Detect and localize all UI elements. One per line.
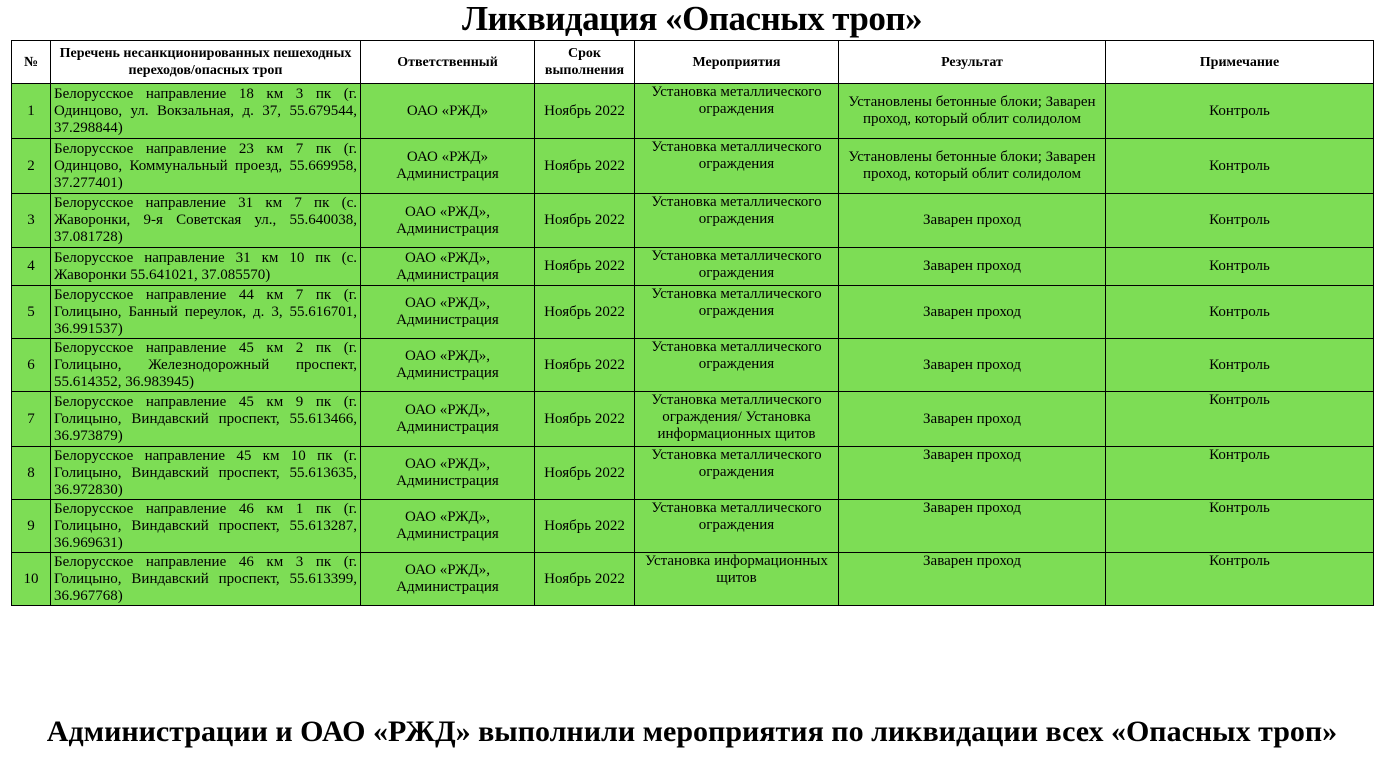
table-row [12, 339, 1374, 392]
row-location: Белорусское направление 31 км 10 пк (с. Жаворонки 55.641021, 37.085570) [51, 248, 361, 286]
row-location: Белорусское направление 45 км 10 пк (г. Голицыно, Виндавский проспект, 55.613635, 36.972830) [51, 447, 361, 500]
row-deadline: Ноябрь 2022 [535, 139, 635, 194]
row-responsible: ОАО «РЖД», Администрация [361, 447, 535, 500]
row-deadline: Ноябрь 2022 [535, 500, 635, 553]
row-note: Контроль [1106, 194, 1374, 248]
row-measures: Установка металлического ограждения/ Установка информационных щитов [635, 392, 839, 447]
row-note: Контроль [1106, 553, 1374, 606]
row-responsible: ОАО «РЖД», Администрация [361, 553, 535, 606]
row-result: Установлены бетонные блоки; Заварен проход, который облит солидолом [839, 84, 1106, 139]
row-note: Контроль [1106, 84, 1374, 139]
row-result: Установлены бетонные блоки; Заварен проход, который облит солидолом [839, 139, 1106, 194]
row-result: Заварен проход [839, 194, 1106, 248]
summary-text: Администрации и ОАО «РЖД» выполнили мероприятия по ликвидации всех «Опасных троп» [46, 715, 1338, 748]
table-row [12, 500, 1374, 553]
row-deadline: Ноябрь 2022 [535, 286, 635, 339]
row-responsible: ОАО «РЖД» Администрация [361, 139, 535, 194]
header-deadline: Срок выполнения [535, 41, 635, 84]
row-location: Белорусское направление 23 км 7 пк (г. Одинцово, Коммунальный проезд, 55.669958, 37.277401) [51, 139, 361, 194]
row-note: Контроль [1106, 392, 1374, 447]
row-deadline: Ноябрь 2022 [535, 194, 635, 248]
row-responsible: ОАО «РЖД», Администрация [361, 286, 535, 339]
row-measures: Установка металлического ограждения [635, 248, 839, 286]
header-num: № [12, 41, 51, 84]
row-location: Белорусское направление 46 км 3 пк (г. Голицыно, Виндавский проспект, 55.613399, 36.967768) [51, 553, 361, 606]
row-measures: Установка металлического ограждения [635, 194, 839, 248]
row-note: Контроль [1106, 500, 1374, 553]
row-responsible: ОАО «РЖД», Администрация [361, 392, 535, 447]
row-measures: Установка информационных щитов [635, 553, 839, 606]
header-measures: Мероприятия [635, 41, 839, 84]
row-result: Заварен проход [839, 286, 1106, 339]
row-measures: Установка металлического ограждения [635, 500, 839, 553]
header-responsible: Ответственный [361, 41, 535, 84]
row-location: Белорусское направление 44 км 7 пк (г. Голицыно, Банный переулок, д. 3, 55.616701, 36.991537) [51, 286, 361, 339]
row-measures: Установка металлического ограждения [635, 339, 839, 392]
row-deadline: Ноябрь 2022 [535, 447, 635, 500]
row-num: 5 [12, 286, 51, 339]
row-note: Контроль [1106, 447, 1374, 500]
row-num: 10 [12, 553, 51, 606]
row-location: Белорусское направление 31 км 7 пк (с. Жаворонки, 9-я Советская ул., 55.640038, 37.081728) [51, 194, 361, 248]
header-note: Примечание [1106, 41, 1374, 84]
row-measures: Установка металлического ограждения [635, 84, 839, 139]
row-result: Заварен проход [839, 339, 1106, 392]
row-num: 7 [12, 392, 51, 447]
header-result: Результат [839, 41, 1106, 84]
row-num: 2 [12, 139, 51, 194]
row-num: 4 [12, 248, 51, 286]
row-responsible: ОАО «РЖД» [361, 84, 535, 139]
row-result: Заварен проход [839, 392, 1106, 447]
row-deadline: Ноябрь 2022 [535, 84, 635, 139]
row-responsible: ОАО «РЖД», Администрация [361, 194, 535, 248]
row-measures: Установка металлического ограждения [635, 447, 839, 500]
row-deadline: Ноябрь 2022 [535, 339, 635, 392]
table-row [12, 392, 1374, 447]
row-note: Контроль [1106, 139, 1374, 194]
page-title: Ликвидация «Опасных троп» [461, 0, 923, 38]
table-row [12, 194, 1374, 248]
dangerous-paths-table [11, 40, 1374, 606]
row-measures: Установка металлического ограждения [635, 139, 839, 194]
table-row [12, 553, 1374, 606]
row-location: Белорусское направление 45 км 9 пк (г. Голицыно, Виндавский проспект, 55.613466, 36.973879) [51, 392, 361, 447]
row-responsible: ОАО «РЖД», Администрация [361, 500, 535, 553]
row-responsible: ОАО «РЖД», Администрация [361, 339, 535, 392]
row-num: 8 [12, 447, 51, 500]
row-num: 1 [12, 84, 51, 139]
row-deadline: Ноябрь 2022 [535, 248, 635, 286]
table-row [12, 84, 1374, 139]
row-measures: Установка металлического ограждения [635, 286, 839, 339]
table-row [12, 139, 1374, 194]
row-result: Заварен проход [839, 248, 1106, 286]
table-row [12, 248, 1374, 286]
row-note: Контроль [1106, 248, 1374, 286]
row-location: Белорусское направление 18 км 3 пк (г. Одинцово, ул. Вокзальная, д. 37, 55.679544, 37.298844) [51, 84, 361, 139]
row-result: Заварен проход [839, 553, 1106, 606]
row-note: Контроль [1106, 286, 1374, 339]
row-location: Белорусское направление 45 км 2 пк (г. Голицыно, Железнодорожный проспект, 55.614352, 36.983945) [51, 339, 361, 392]
row-deadline: Ноябрь 2022 [535, 392, 635, 447]
row-deadline: Ноябрь 2022 [535, 553, 635, 606]
row-num: 6 [12, 339, 51, 392]
row-location: Белорусское направление 46 км 1 пк (г. Голицыно, Виндавский проспект, 55.613287, 36.969631) [51, 500, 361, 553]
table-header-row [12, 41, 1374, 84]
table-row [12, 286, 1374, 339]
row-num: 9 [12, 500, 51, 553]
row-responsible: ОАО «РЖД», Администрация [361, 248, 535, 286]
row-num: 3 [12, 194, 51, 248]
header-location: Перечень несанкционированных пешеходных переходов/опасных троп [51, 41, 361, 84]
row-result: Заварен проход [839, 500, 1106, 553]
table-row [12, 447, 1374, 500]
row-note: Контроль [1106, 339, 1374, 392]
row-result: Заварен проход [839, 447, 1106, 500]
